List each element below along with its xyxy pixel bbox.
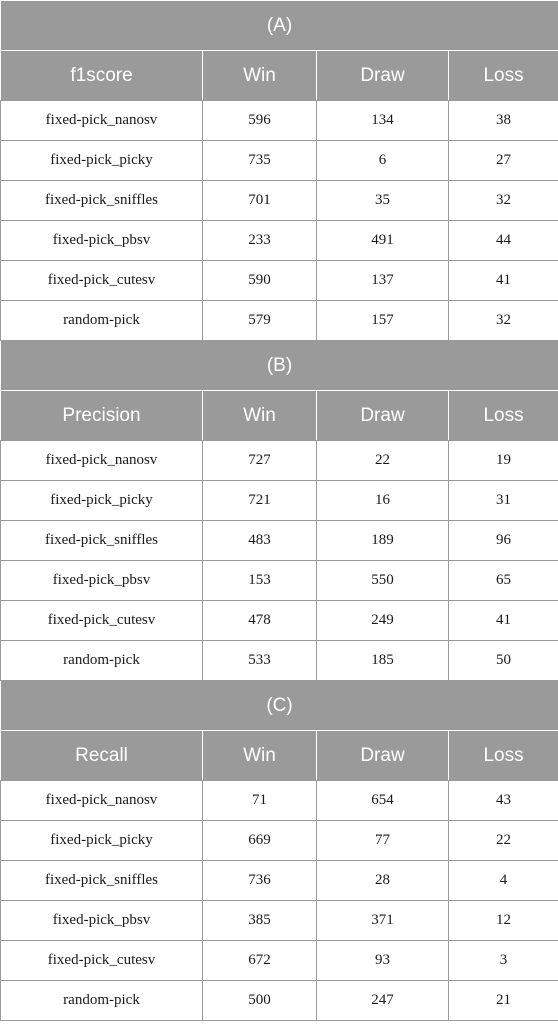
row-win: 233 [203, 221, 317, 261]
row-loss: 43 [449, 781, 558, 821]
row-method: fixed-pick_picky [1, 821, 203, 861]
row-draw: 185 [317, 641, 449, 681]
row-draw: 247 [317, 981, 449, 1021]
table-row [1, 901, 558, 941]
section-title: (B) [1, 341, 558, 391]
table-row [1, 641, 558, 681]
table-row [1, 781, 558, 821]
table-row [1, 941, 558, 981]
row-win: 483 [203, 521, 317, 561]
row-win: 701 [203, 181, 317, 221]
row-method: fixed-pick_cutesv [1, 261, 203, 301]
row-loss: 3 [449, 941, 558, 981]
row-method: fixed-pick_pbsv [1, 221, 203, 261]
row-loss: 38 [449, 101, 558, 141]
row-draw: 137 [317, 261, 449, 301]
row-method: random-pick [1, 981, 203, 1021]
table-row [1, 861, 558, 901]
row-loss: 27 [449, 141, 558, 181]
row-draw: 35 [317, 181, 449, 221]
row-draw: 189 [317, 521, 449, 561]
row-win: 579 [203, 301, 317, 341]
row-win: 672 [203, 941, 317, 981]
row-loss: 31 [449, 481, 558, 521]
row-method: random-pick [1, 301, 203, 341]
row-method: fixed-pick_sniffles [1, 861, 203, 901]
row-loss: 22 [449, 821, 558, 861]
header-row [1, 391, 558, 441]
row-loss: 12 [449, 901, 558, 941]
row-draw: 6 [317, 141, 449, 181]
row-win: 153 [203, 561, 317, 601]
section-c [1, 681, 558, 1021]
column-header-loss: Loss [449, 731, 558, 781]
row-loss: 21 [449, 981, 558, 1021]
table-row [1, 521, 558, 561]
row-method: fixed-pick_nanosv [1, 781, 203, 821]
row-draw: 16 [317, 481, 449, 521]
row-loss: 41 [449, 261, 558, 301]
row-draw: 654 [317, 781, 449, 821]
section-title-row [1, 341, 558, 391]
row-loss: 44 [449, 221, 558, 261]
header-row [1, 51, 558, 101]
column-header-draw: Draw [317, 731, 449, 781]
row-win: 478 [203, 601, 317, 641]
row-win: 721 [203, 481, 317, 521]
row-loss: 65 [449, 561, 558, 601]
table-row [1, 981, 558, 1021]
column-header-draw: Draw [317, 51, 449, 101]
column-header-metric: Precision [1, 391, 203, 441]
table-row [1, 181, 558, 221]
row-method: fixed-pick_nanosv [1, 441, 203, 481]
table-row [1, 561, 558, 601]
section-title-row [1, 1, 558, 51]
row-method: fixed-pick_pbsv [1, 561, 203, 601]
row-draw: 550 [317, 561, 449, 601]
row-method: fixed-pick_picky [1, 481, 203, 521]
column-header-win: Win [203, 391, 317, 441]
row-draw: 77 [317, 821, 449, 861]
row-method: fixed-pick_pbsv [1, 901, 203, 941]
table-row [1, 301, 558, 341]
row-method: fixed-pick_nanosv [1, 101, 203, 141]
row-draw: 22 [317, 441, 449, 481]
row-loss: 19 [449, 441, 558, 481]
table-row [1, 821, 558, 861]
row-win: 596 [203, 101, 317, 141]
row-method: fixed-pick_cutesv [1, 601, 203, 641]
row-method: random-pick [1, 641, 203, 681]
row-win: 71 [203, 781, 317, 821]
row-draw: 491 [317, 221, 449, 261]
section-title-row [1, 681, 558, 731]
row-win: 669 [203, 821, 317, 861]
section-b [1, 341, 558, 681]
row-loss: 32 [449, 301, 558, 341]
column-header-metric: Recall [1, 731, 203, 781]
row-win: 735 [203, 141, 317, 181]
column-header-loss: Loss [449, 51, 558, 101]
row-draw: 28 [317, 861, 449, 901]
row-loss: 32 [449, 181, 558, 221]
row-draw: 249 [317, 601, 449, 641]
section-a [1, 1, 558, 341]
table-row [1, 441, 558, 481]
row-loss: 41 [449, 601, 558, 641]
column-header-draw: Draw [317, 391, 449, 441]
row-draw: 93 [317, 941, 449, 981]
row-win: 736 [203, 861, 317, 901]
column-header-loss: Loss [449, 391, 558, 441]
row-draw: 134 [317, 101, 449, 141]
row-win: 590 [203, 261, 317, 301]
section-title: (A) [1, 1, 558, 51]
row-method: fixed-pick_sniffles [1, 521, 203, 561]
row-win: 500 [203, 981, 317, 1021]
row-win: 727 [203, 441, 317, 481]
row-loss: 4 [449, 861, 558, 901]
table-row [1, 101, 558, 141]
table-row [1, 481, 558, 521]
table-row [1, 141, 558, 181]
table-row [1, 261, 558, 301]
row-method: fixed-pick_cutesv [1, 941, 203, 981]
row-draw: 371 [317, 901, 449, 941]
column-header-metric: f1score [1, 51, 203, 101]
row-loss: 50 [449, 641, 558, 681]
section-title: (C) [1, 681, 558, 731]
row-method: fixed-pick_picky [1, 141, 203, 181]
row-draw: 157 [317, 301, 449, 341]
table-row [1, 601, 558, 641]
table-row [1, 221, 558, 261]
row-win: 533 [203, 641, 317, 681]
row-win: 385 [203, 901, 317, 941]
row-loss: 96 [449, 521, 558, 561]
row-method: fixed-pick_sniffles [1, 181, 203, 221]
column-header-win: Win [203, 731, 317, 781]
column-header-win: Win [203, 51, 317, 101]
header-row [1, 731, 558, 781]
